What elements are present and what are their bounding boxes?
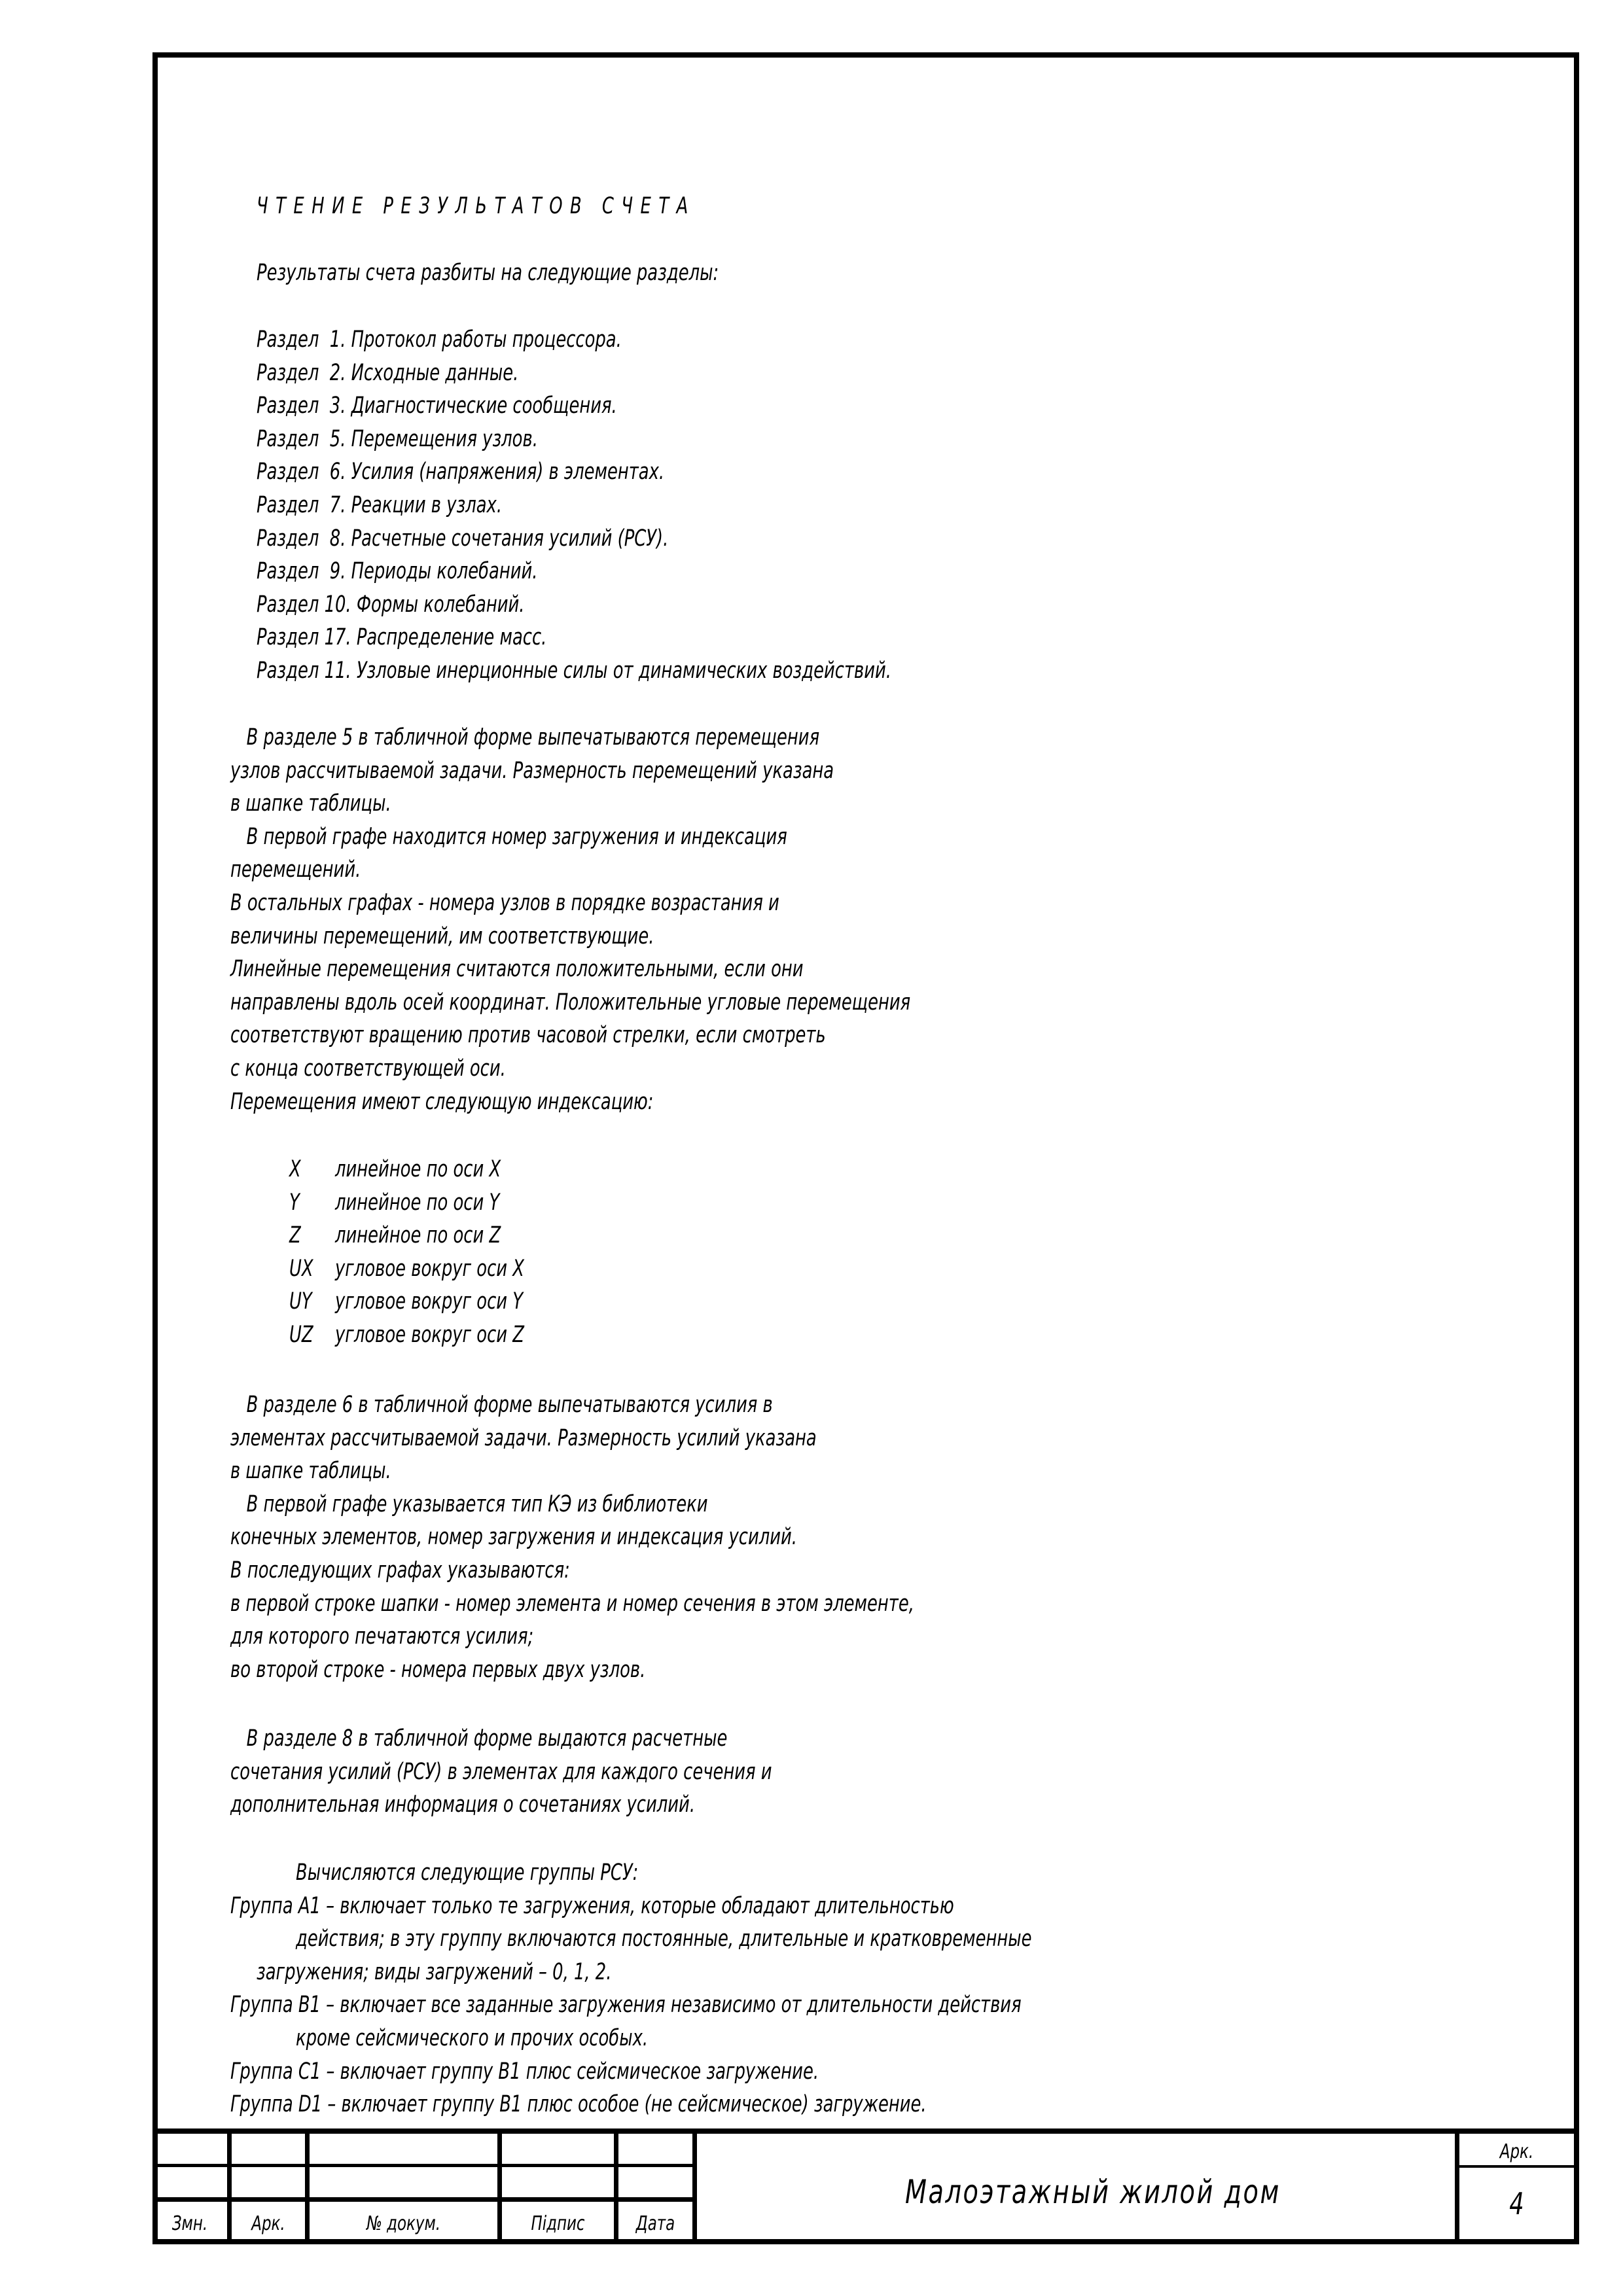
sheet-number: 4: [1509, 2186, 1524, 2221]
page-heading: ЧТЕНИЕ РЕЗУЛЬТАТОВ СЧЕТА: [257, 193, 696, 219]
section5-text-line: направлены вдоль осей координат. Положительные угловые перемещения: [230, 989, 911, 1016]
label-change: Змн.: [171, 2212, 208, 2235]
section5-text-line: с конца соответствующей оси.: [230, 1055, 506, 1082]
rsu-group-line: Вычисляются следующие группы РСУ:: [296, 1860, 639, 1886]
section5-text-line: Линейные перемещения считаются положительными, если они: [230, 956, 804, 983]
intro-text: Результаты счета разбиты на следующие разделы:: [257, 260, 719, 286]
section5-text-line: В разделе 5 в табличной форме выпечатываются перемещения: [230, 724, 820, 751]
section8-text-line: дополнительная информация о сочетаниях усилий.: [230, 1792, 696, 1818]
index-code: UZ: [289, 1322, 313, 1348]
section-list-item: Раздел 2. Исходные данные.: [257, 359, 519, 386]
section-list-item: Раздел 11. Узловые инерционные силы от динамических воздействий.: [257, 658, 891, 684]
section-list-item: Раздел 9. Периоды колебаний.: [257, 558, 538, 585]
rsu-group-line: Группа A1 – включает только те загружения, которые обладают длительностью: [230, 1892, 954, 1919]
section5-text-line: величины перемещений, им соответствующие.: [230, 923, 654, 949]
section6-text-line: В первой графе указывается тип КЭ из библиотеки: [230, 1491, 708, 1517]
section5-text-line: В остальных графах - номера узлов в порядке возрастания и: [230, 890, 779, 916]
section6-text-line: конечных элементов, номер загружения и индексация усилий.: [230, 1524, 797, 1551]
sheet-label: Арк.: [1499, 2140, 1534, 2163]
section6-text-line: в шапке таблицы.: [230, 1458, 391, 1485]
section5-text-line: В первой графе находится номер загружения и индексация: [230, 823, 787, 850]
title-block: [152, 2128, 1579, 2244]
section6-text-line: в первой строке шапки - номер элемента и номер сечения в этом элементе,: [230, 1590, 914, 1617]
label-doc-number: № докум.: [366, 2212, 441, 2235]
section5-text-line: в шапке таблицы.: [230, 790, 391, 817]
label-sheet: Арк.: [251, 2212, 285, 2235]
label-date: Дата: [635, 2212, 675, 2235]
index-description: угловое вокруг оси Z: [335, 1322, 524, 1348]
rsu-group-line: кроме сейсмического и прочих особых.: [296, 2025, 649, 2051]
label-signature: Підпис: [531, 2212, 585, 2235]
section8-text-line: В разделе 8 в табличной форме выдаются расчетные: [230, 1725, 728, 1752]
rsu-group-line: загружения; виды загружений – 0, 1, 2.: [257, 1958, 612, 1985]
section-list-item: Раздел 7. Реакции в узлах.: [257, 492, 503, 518]
section6-text-line: В разделе 6 в табличной форме выпечатываются усилия в: [230, 1392, 773, 1418]
section-list-item: Раздел 10. Формы колебаний.: [257, 591, 525, 618]
index-description: угловое вокруг оси Y: [335, 1288, 524, 1315]
section-list-item: Раздел 3. Диагностические сообщения.: [257, 393, 617, 419]
rsu-group-line: Группа D1 – включает группу B1 плюс особое (не сейсмическое) загружение.: [230, 2091, 927, 2118]
section-list-item: Раздел 8. Расчетные сочетания усилий (РСУ).: [257, 525, 669, 552]
index-code: UX: [289, 1255, 313, 1282]
index-code: Z: [289, 1222, 301, 1249]
section8-text-line: сочетания усилий (РСУ) в элементах для каждого сечения и: [230, 1758, 772, 1785]
rsu-group-line: Группа C1 – включает группу B1 плюс сейсмическое загружение.: [230, 2058, 819, 2085]
index-code: UY: [289, 1288, 312, 1315]
index-description: линейное по оси X: [335, 1156, 501, 1182]
section6-text-line: В последующих графах указываются:: [230, 1557, 570, 1583]
section-list-item: Раздел 17. Распределение масс.: [257, 624, 547, 651]
index-description: линейное по оси Y: [335, 1189, 500, 1216]
section5-text-line: перемещений.: [230, 857, 361, 883]
document-title: Малоэтажный жилой дом: [905, 2173, 1281, 2211]
section-list-item: Раздел 1. Протокол работы процессора.: [257, 327, 622, 353]
section5-text-line: соответствуют вращению против часовой стрелки, если смотреть: [230, 1022, 826, 1049]
rsu-group-line: действия; в эту группу включаются постоянные, длительные и кратковременные: [296, 1926, 1032, 1952]
section-list-item: Раздел 5. Перемещения узлов.: [257, 425, 538, 452]
index-code: Y: [289, 1189, 300, 1216]
index-description: линейное по оси Z: [335, 1222, 501, 1249]
section5-text-line: узлов рассчитываемой задачи. Размерность перемещений указана: [230, 757, 834, 784]
index-code: X: [289, 1156, 301, 1182]
section5-text-line: Перемещения имеют следующую индексацию:: [230, 1088, 654, 1115]
rsu-group-line: Группа B1 – включает все заданные загружения независимо от длительности действия: [230, 1992, 1022, 2019]
index-description: угловое вокруг оси X: [335, 1255, 524, 1282]
section6-text-line: элементах рассчитываемой задачи. Размерность усилий указана: [230, 1424, 817, 1451]
section6-text-line: для которого печатаются усилия;: [230, 1623, 534, 1650]
section-list-item: Раздел 6. Усилия (напряжения) в элементах.: [257, 459, 665, 486]
section6-text-line: во второй строке - номера первых двух узлов.: [230, 1656, 646, 1683]
